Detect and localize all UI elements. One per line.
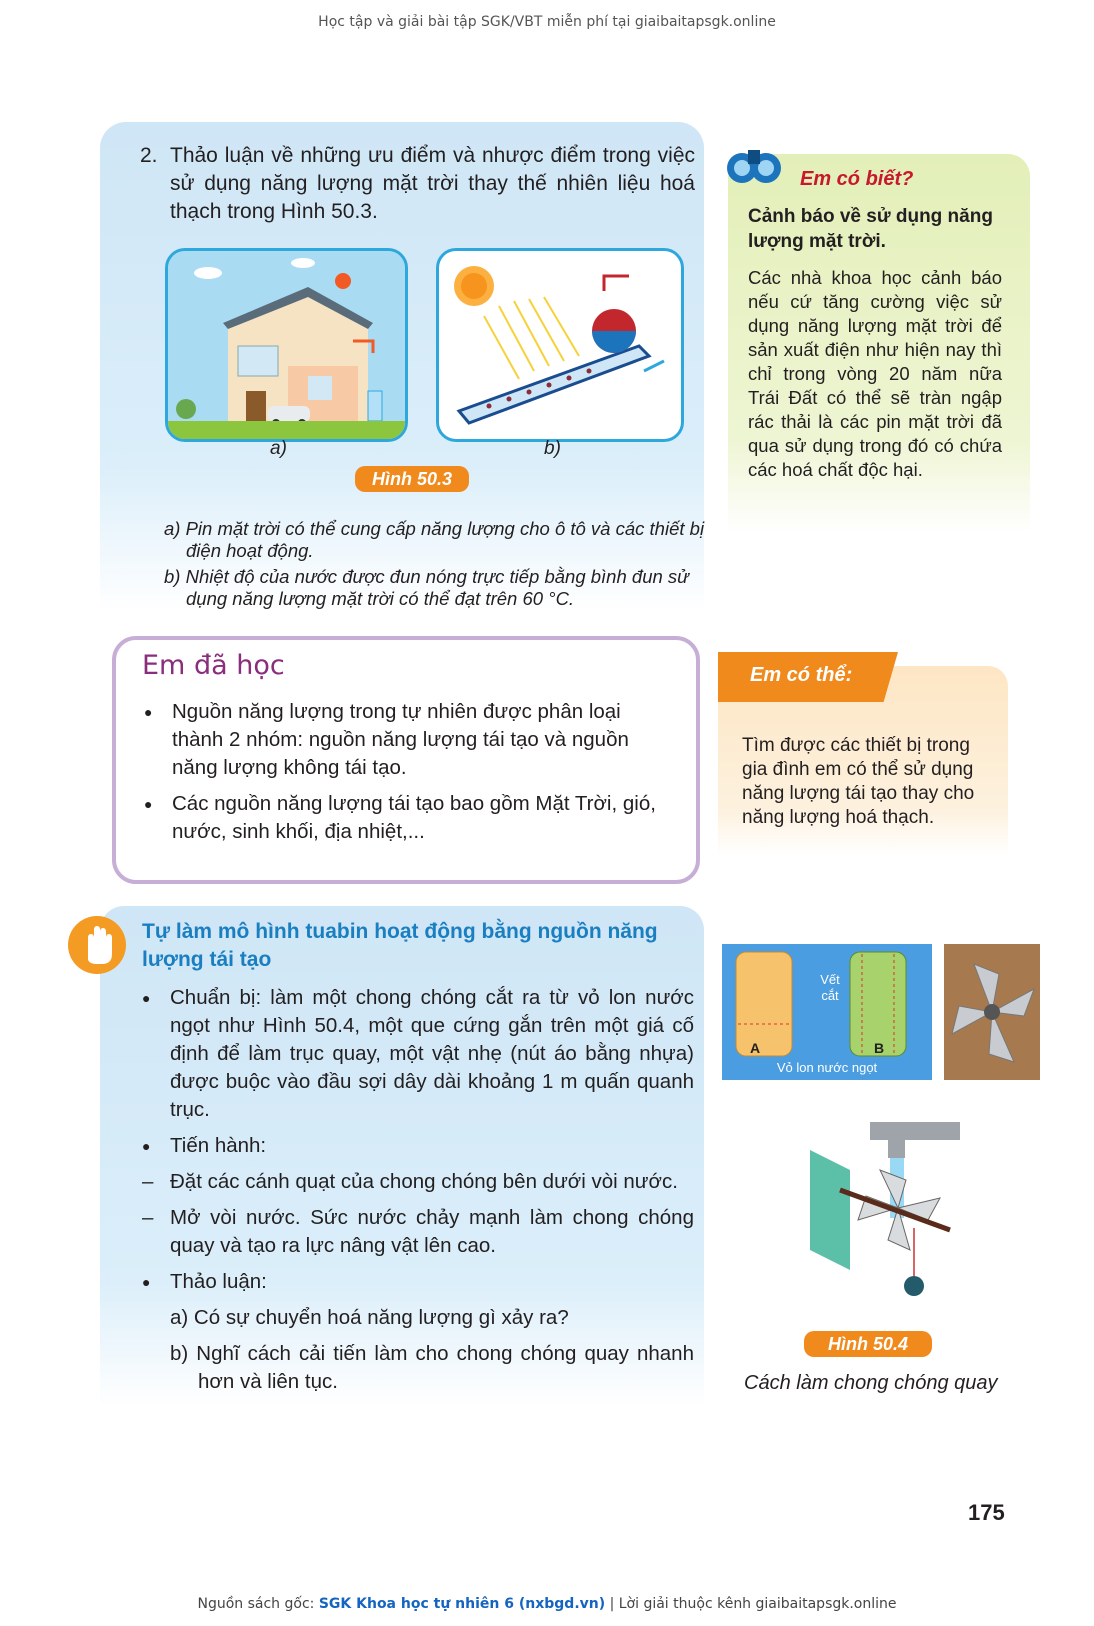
figure-50-4-turbine-setup [810,1110,980,1310]
procedure-step: – Mở vòi nước. Sức nước chảy mạnh làm chong chóng quay và tạo ra lực nâng vật lên cao. [142,1204,694,1260]
figure-label-b: b) [544,438,561,459]
did-you-know-body: Các nhà khoa học cảnh báo nếu cứ tăng cường việc sử dụng năng lượng mặt trời để sản xuất điện như hiện nay thì chỉ trong vòng 20 năm nữa Trái Đất có thể sẽ tràn ngập rác thải là các pin mặt trời đã qua sử dụng trong đó có chứa các hoá chất độc hại. [748,267,1002,480]
can-b-label: B [874,1040,885,1056]
button-weight-icon [904,1276,924,1296]
figure-50-4-title: Hình 50.4 [804,1331,932,1357]
learned-item: ● Các nguồn năng lượng tái tạo bao gồm Mặt Trời, gió, nước, sinh khối, địa nhiệt,... [144,790,672,846]
figure-50-4-caption: Cách làm chong chóng quay [744,1372,998,1394]
footer-suffix: | Lời giải thuộc kênh giaibaitapsgk.online [605,1596,897,1612]
hand-icon [68,916,126,974]
solar-house-illustration [168,251,405,439]
faucet-icon [870,1122,960,1158]
did-you-know-heading: Cảnh báo về sử dụng năng lượng mặt trời. [748,206,993,252]
figure-50-4-cans [722,944,932,1080]
you-can-title: Em có thể: [750,664,853,686]
footer [0,1596,1094,1612]
procedure-step: – Đặt các cánh quạt của chong chóng bên dưới vòi nước. [142,1168,694,1196]
discussion-question: b) Nghĩ cách cải tiến làm cho chong chóng quay nhanh hơn và liên tục. [170,1342,694,1393]
soda-cans-label: Vỏ lon nước ngọt [776,1060,878,1075]
did-you-know-title: Em có biết? [800,168,914,190]
figure-50-3a-solar-house [165,248,408,442]
discussion-question: a) Có sự chuyển hoá năng lượng gì xảy ra? [170,1306,569,1329]
learned-item: ● Nguồn năng lượng trong tự nhiên được phân loại thành 2 nhóm: nguồn năng lượng tái tạo và nguồn năng lượng không tái tạo. [144,698,672,782]
figure-50-3b-solar-heater [436,248,684,442]
activity-body [142,984,694,1404]
prepare-item: ● Chuẩn bị: làm một chong chóng cắt ra từ vỏ lon nước ngọt như Hình 50.4, một que cứng gắn trên một giá cố định để làm trục quay, một vật nhẹ (nút áo bằng nhựa) được buộc vào đầu sợi dây dài khoảng 1 m quấn quanh trục. [142,984,694,1124]
question-number: 2. [140,144,158,167]
you-can-body: Tìm được các thiết bị trong gia đình em có thể sử dụng năng lượng tái tạo thay cho năng lượng hoá thạch. [742,735,975,828]
cut-line-label: Vết cắt [820,972,840,1003]
header-note: Học tập và giải bài tập SGK/VBT miễn phí tại giaibaitapsgk.online [318,14,776,30]
activity-title: Tự làm mô hình tuabin hoạt động bằng nguồn năng lượng tái tạo [142,920,658,971]
figure-50-4-pinwheel-photo [944,944,1040,1080]
footer-prefix: Nguồn sách gốc: [197,1596,319,1612]
footer-source-link[interactable]: SGK Khoa học tự nhiên 6 (nxbgd.vn) [318,1596,606,1612]
what-you-learned-list [144,698,672,846]
sun-icon [335,273,351,289]
question-text: Thảo luận về những ưu điểm và nhược điểm trong việc sử dụng năng lượng mặt trời thay thế nhiên liệu hoá thạch trong Hình 50.3. [170,144,695,223]
figure-50-3-title: Hình 50.3 [355,466,469,492]
figure-label-a: a) [270,438,287,459]
question-2 [140,142,695,226]
figure-50-3-caption-a: a) Pin mặt trời có thể cung cấp năng lượng cho ô tô và các thiết bị điện hoạt động. [164,518,705,561]
binoculars-icon [724,138,784,188]
page-number: 175 [968,1500,1005,1525]
can-a-illustration [736,952,792,1056]
procedure-item: ● Tiến hành: [142,1132,694,1160]
discussion-item: ● Thảo luận: [142,1268,694,1296]
solar-water-heater-illustration [439,251,681,439]
figure-50-3-caption-b: b) Nhiệt độ của nước được đun nóng trực tiếp bằng bình đun sử dụng năng lượng mặt trời có thể đạt trên 60 °C. [164,566,689,609]
what-you-learned-title: Em đã học [142,650,285,681]
can-a-label: A [750,1040,761,1056]
